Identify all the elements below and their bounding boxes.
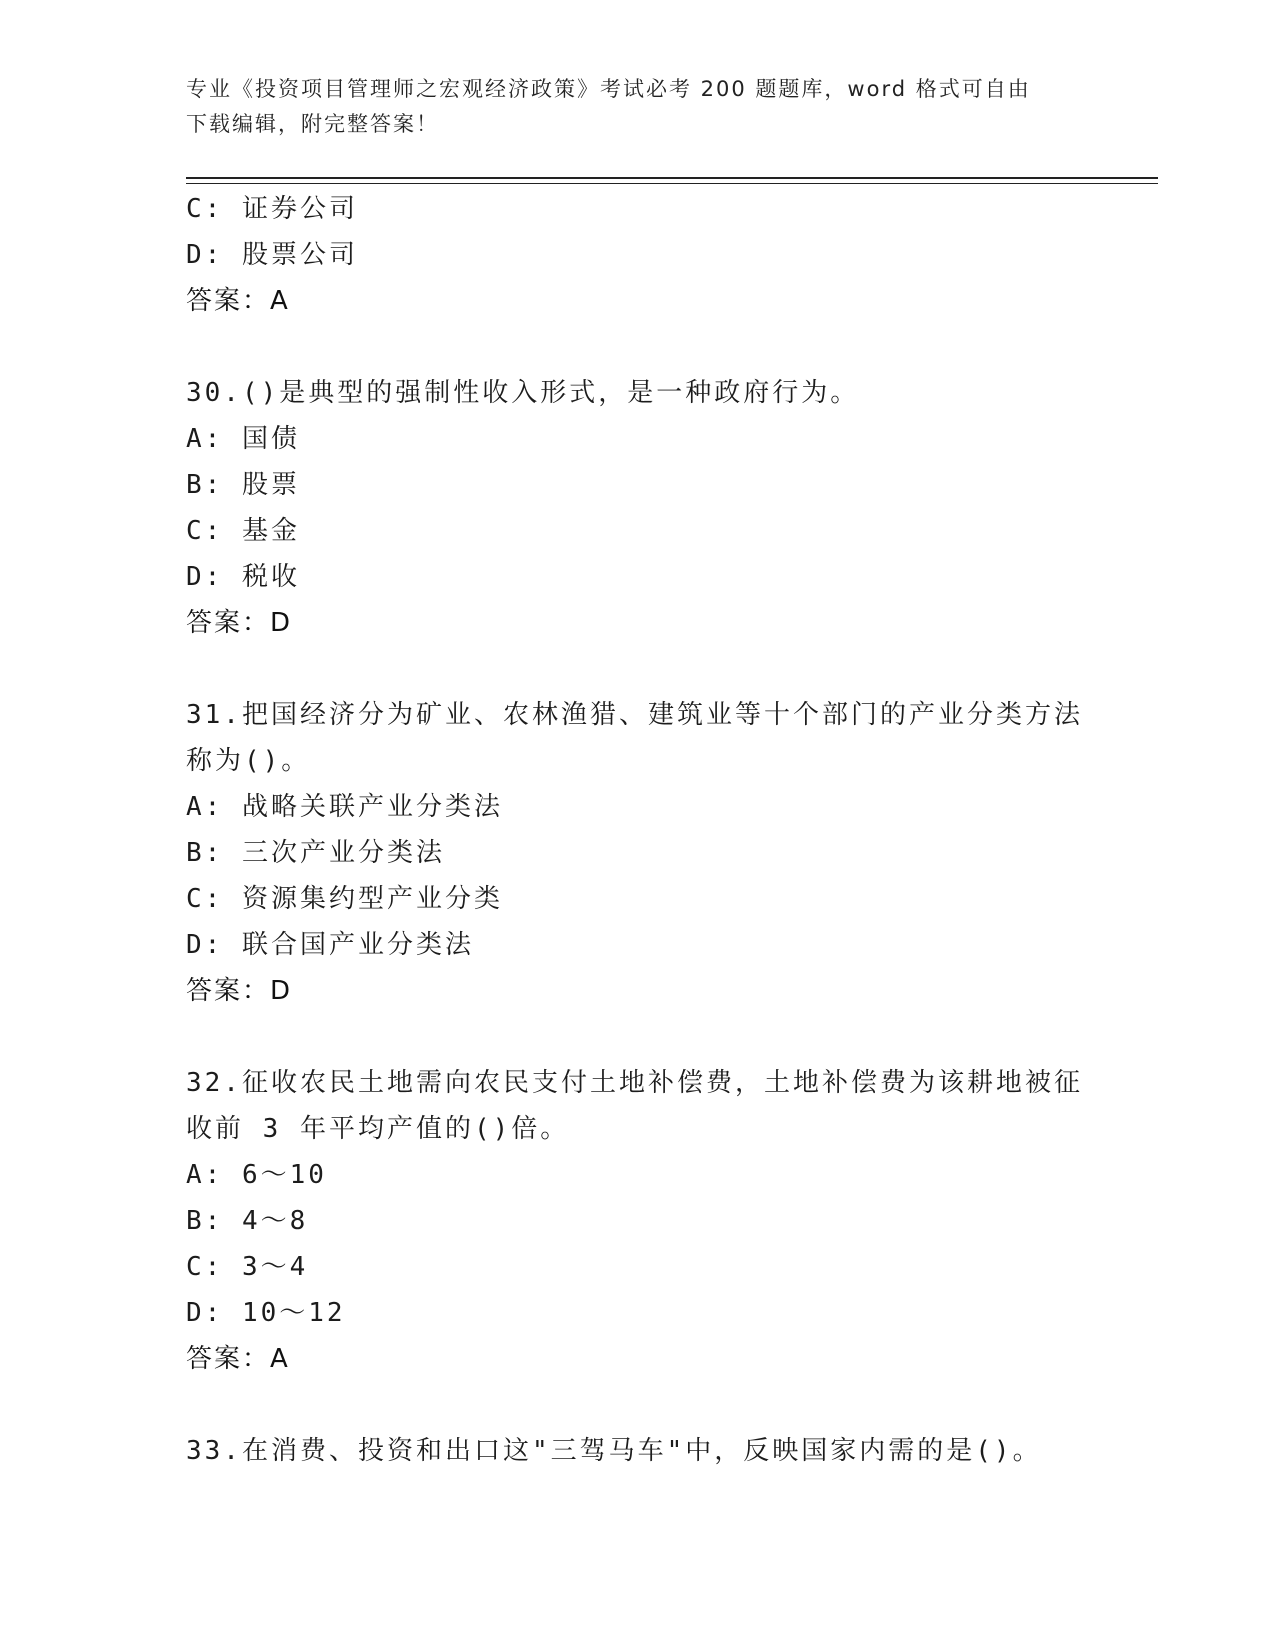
header-line-1: 专业《投资项目管理师之宏观经济政策》考试必考 200 题题库，word 格式可自由 xyxy=(186,77,1031,101)
option-c: C: 证券公司 xyxy=(186,194,358,224)
question-33 xyxy=(186,1428,1086,1474)
option-d: D: 税收 xyxy=(186,562,300,592)
answer: 答案：A xyxy=(186,286,290,316)
answer: 答案：D xyxy=(186,608,293,638)
option-c: C: 资源集约型产业分类 xyxy=(186,884,503,914)
question-32 xyxy=(186,1060,1086,1382)
option-d: D: 股票公司 xyxy=(186,240,358,270)
question-31 xyxy=(186,692,1086,1014)
header-rule-thin xyxy=(186,183,1158,184)
document-header xyxy=(186,72,1086,142)
option-d: D: 10～12 xyxy=(186,1298,346,1328)
question-text-line-2: 收前 3 年平均产值的()倍。 xyxy=(186,1114,570,1144)
header-line-2: 下载编辑，附完整答案！ xyxy=(186,112,439,136)
question-text-line-1: 31.把国经济分为矿业、农林渔猎、建筑业等十个部门的产业分类方法 xyxy=(186,700,1083,730)
spacer xyxy=(186,1014,1086,1060)
option-d: D: 联合国产业分类法 xyxy=(186,930,474,960)
question-30 xyxy=(186,370,1086,646)
question-29-tail xyxy=(186,186,1086,324)
option-a: A: 6～10 xyxy=(186,1160,327,1190)
header-rule-thick xyxy=(186,177,1158,179)
spacer xyxy=(186,324,1086,370)
question-text: 30.()是典型的强制性收入形式，是一种政府行为。 xyxy=(186,378,860,408)
question-text: 33.在消费、投资和出口这"三驾马车"中，反映国家内需的是()。 xyxy=(186,1436,1042,1466)
question-text-line-2: 称为()。 xyxy=(186,746,311,776)
question-list xyxy=(186,186,1086,1474)
option-b: B: 4～8 xyxy=(186,1206,309,1236)
option-c: C: 基金 xyxy=(186,516,300,546)
option-a: A: 国债 xyxy=(186,424,300,454)
answer: 答案：D xyxy=(186,976,293,1006)
option-c: C: 3～4 xyxy=(186,1252,309,1282)
option-a: A: 战略关联产业分类法 xyxy=(186,792,503,822)
option-b: B: 三次产业分类法 xyxy=(186,838,445,868)
option-b: B: 股票 xyxy=(186,470,300,500)
spacer xyxy=(186,646,1086,692)
question-text-line-1: 32.征收农民土地需向农民支付土地补偿费，土地补偿费为该耕地被征 xyxy=(186,1068,1083,1098)
answer: 答案：A xyxy=(186,1344,290,1374)
spacer xyxy=(186,1382,1086,1428)
